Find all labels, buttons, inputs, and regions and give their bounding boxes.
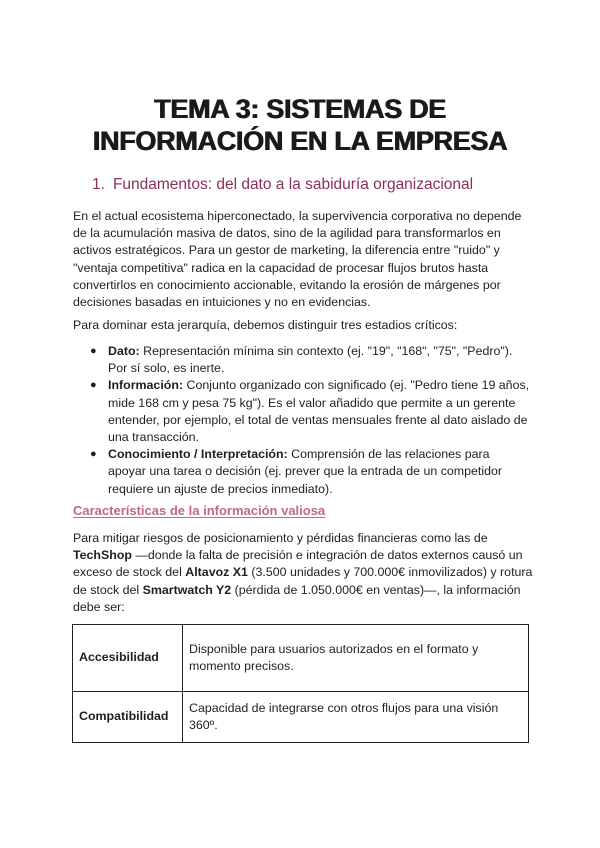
characteristics-table (72, 624, 529, 743)
paragraph-hierarchy: Para dominar esta jerarquía, debemos distinguir tres estadios críticos: (73, 318, 458, 332)
table-row (73, 692, 529, 743)
bullet-icon: ● (90, 345, 97, 357)
bullet-icon: ● (90, 448, 97, 461)
title-line-1: TEMA 3: SISTEMAS DE (154, 94, 446, 124)
paragraph-text: (pérdida de 1.050.000€ en ventas)—, la información debe ser: (73, 582, 521, 614)
table-value-cell: Disponible para usuarios autorizados en el formato y momento precisos. (183, 625, 529, 692)
bold-altavoz: Altavoz X1 (185, 565, 248, 580)
table-key-cell: Accesibilidad (73, 625, 183, 692)
table-row (73, 625, 529, 692)
bullet-text: Representación mínima sin contexto (ej. "19", "168", "75", "Pedro"). Por sí solo, es inerte. (108, 344, 513, 376)
bold-techshop: TechShop (73, 548, 132, 563)
bullet-text: Conjunto organizado con significado (ej. "Pedro tiene 19 años, mide 168 cm y pesa 75 kg"). Es el valor añadido que permite a un gerente entender, por ejemplo, el total de ventas mensuales frente al dato aislado de una transacción. (108, 378, 530, 445)
paragraph-techshop (73, 530, 533, 616)
subheading-characteristics: Características de la información valiosa (73, 503, 326, 518)
bullet-term: Conocimiento / Interpretación: (108, 447, 288, 462)
table-key-cell: Compatibilidad (73, 692, 183, 743)
bold-smartwatch: Smartwatch Y2 (142, 582, 232, 597)
title-line-2: INFORMACIÓN EN LA EMPRESA (92, 126, 508, 156)
bullet-term: Información: (108, 378, 184, 393)
section-number: 1. (92, 176, 105, 193)
section-heading (92, 176, 473, 194)
paragraph-intro: En el actual ecosistema hiperconectado, la supervivencia corporativa no depende de la acumulación masiva de datos, sino de la agilidad para transformarlos en activos estratégicos. Para un gestor de marketing, la diferencia entre "ruido" y "ventaja competitiva" radica en la capacidad de procesar flujos brutos hasta convertirlos en conocimiento accionable, evitando la erosión de márgenes por decisiones basadas en intuiciones y no en evidencias. (73, 209, 522, 310)
bullet-term: Dato: (108, 344, 140, 358)
list-item (90, 377, 530, 446)
bullet-list (90, 343, 530, 498)
table-value-cell: Capacidad de integrarse con otros flujos para una visión 360º. (183, 692, 529, 743)
page-title (60, 93, 540, 157)
paragraph-text: (3.500 unidades y 700.000€ inmovilizados) y rotura de stock del (73, 565, 533, 597)
list-item (90, 446, 530, 498)
bullet-text: Comprensión de las relaciones para apoyar una tarea o decisión (ej. prever que la entrada de un competidor requiere un ajuste de precios inmediato). (108, 447, 502, 496)
section-heading-text: Fundamentos: del dato a la sabiduría organizacional (112, 176, 474, 193)
paragraph-text: Para mitigar riesgos de posicionamiento y pérdidas financieras como las de (73, 531, 488, 545)
bullet-icon: ● (90, 379, 97, 392)
paragraph-text: —donde la falta de precisión e integración de datos externos causó un exceso de stock del (73, 548, 523, 580)
list-item (90, 343, 530, 377)
